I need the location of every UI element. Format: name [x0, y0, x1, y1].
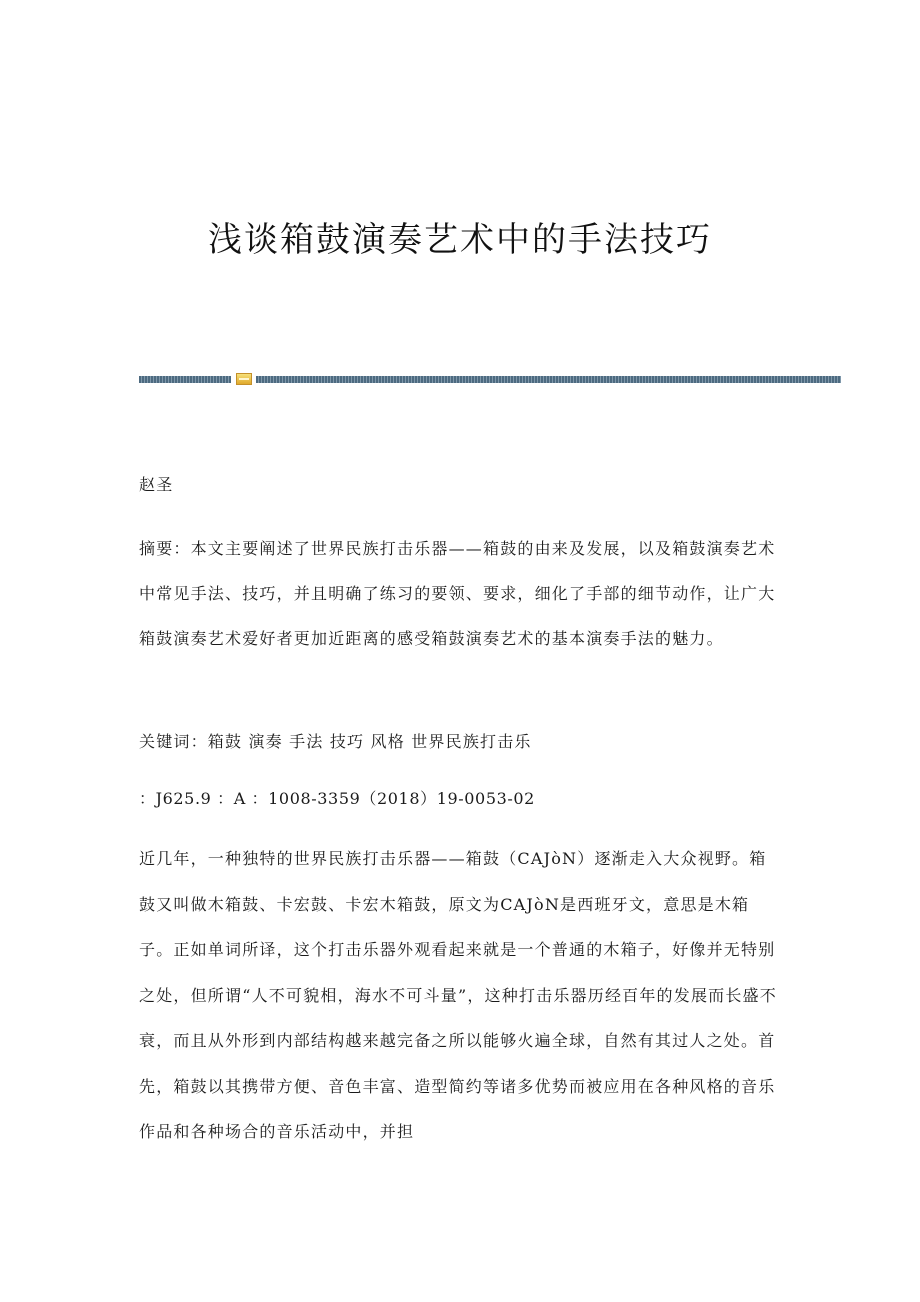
classification-codes: ：J625.9 ：A ：1008-3359（2018）19-0053-02	[139, 789, 535, 808]
author-name: 赵圣	[139, 475, 174, 494]
body-paragraph: 近几年，一种独特的世界民族打击乐器——箱鼓（CAJòN）逐渐走入大众视野。箱鼓又叫做木箱鼓、卡宏鼓、卡宏木箱鼓，原文为CAJòN是西班牙文，意思是木箱子。正如单词所译，这个打击乐器外观看起来就是一个普通的木箱子，好像并无特别之处，但所谓“人不可貌相，海水不可斗量”，这种打击乐器历经百年的发展而长盛不衰，而且从外形到内部结构越来越完备之所以能够火遍全球，自然有其过人之处。首先，箱鼓以其携带方便、音色丰富、造型简约等诸多优势而被应用在各种风格的音乐作品和各种场合的音乐活动中，并担	[139, 849, 777, 1141]
abstract: 摘要：本文主要阐述了世界民族打击乐器——箱鼓的由来及发展，以及箱鼓演奏艺术中常见手法、技巧，并且明确了练习的要领、要求，细化了手部的细节动作，让广大箱鼓演奏艺术爱好者更加近距离的感受箱鼓演奏艺术的基本演奏手法的魅力。	[139, 539, 776, 648]
title-divider	[139, 373, 841, 385]
keywords: 关键词：箱鼓 演奏 手法 技巧 风格 世界民族打击乐	[139, 732, 532, 751]
divider-bar-right	[256, 376, 841, 383]
divider-bar-left	[139, 376, 231, 383]
document-title: 浅谈箱鼓演奏艺术中的手法技巧	[208, 220, 712, 260]
divider-emblem-icon	[236, 373, 252, 385]
